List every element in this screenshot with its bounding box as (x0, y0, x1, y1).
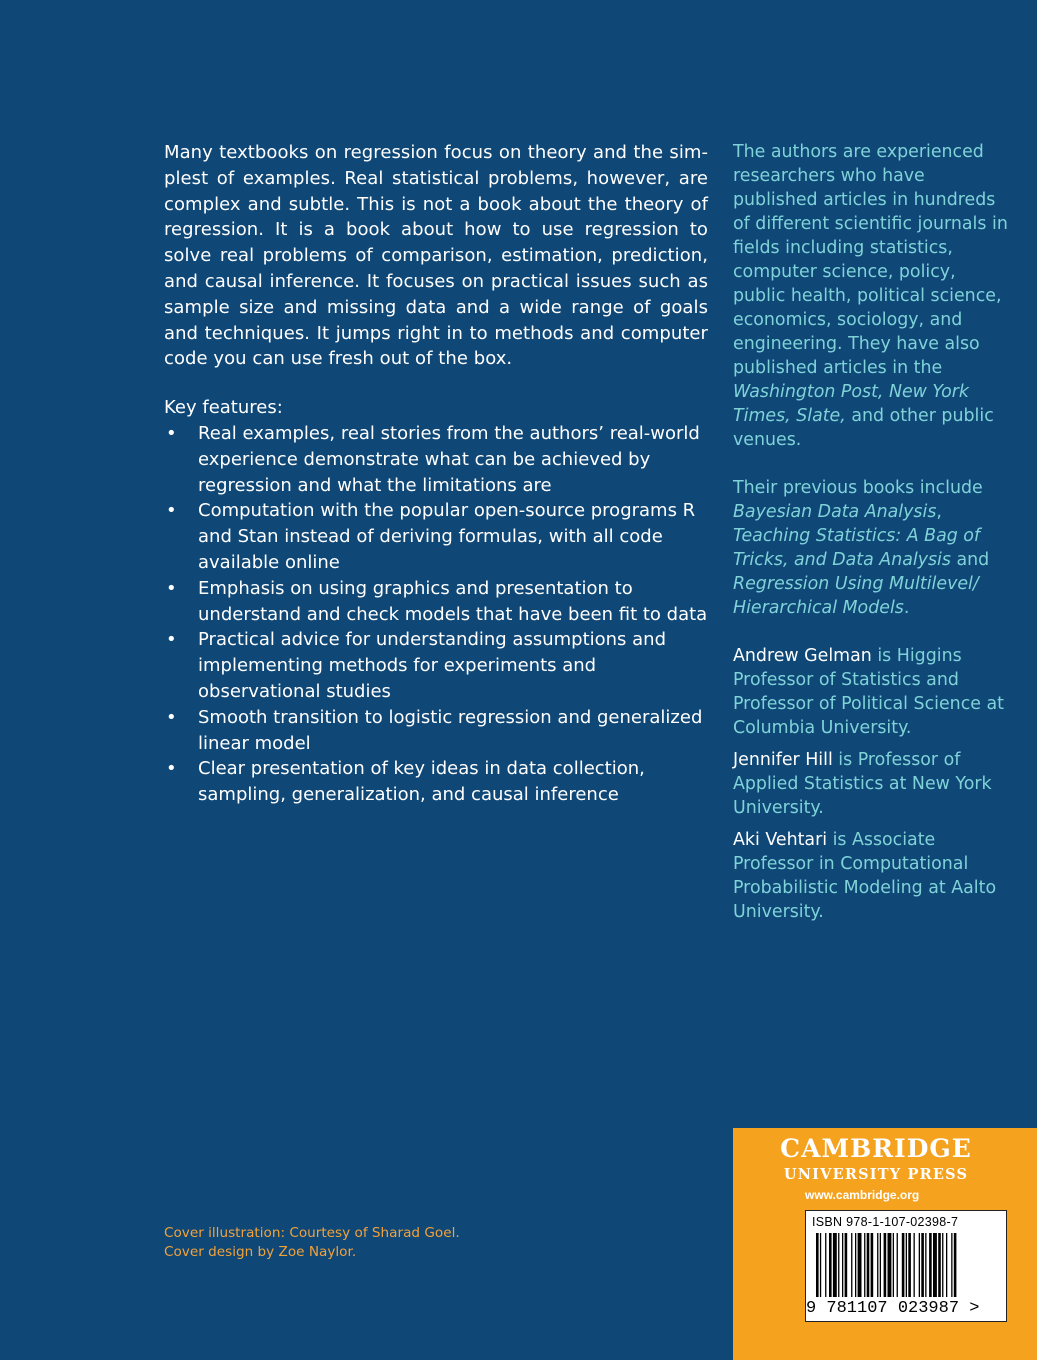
barcode-bar (888, 1233, 892, 1297)
barcode-bar (884, 1233, 887, 1297)
barcode-bar (914, 1233, 915, 1297)
barcode-bar (954, 1233, 957, 1297)
barcode-bar (871, 1233, 874, 1297)
barcode-bar (951, 1233, 952, 1297)
cover-credits (164, 1224, 460, 1262)
barcode-bar (880, 1233, 881, 1297)
author-bio: Andrew Gelman is Higgins Professor of Statistics and Professor of Political Science at Columbia University. (733, 646, 1004, 738)
barcode-bar (858, 1233, 862, 1297)
barcode-bar (842, 1233, 843, 1297)
left-column (164, 140, 708, 808)
right-column (733, 140, 1008, 924)
feature-item: • Real examples, real stories from the authors’ real-world experience demonstrate what can be achieved by regression and what the limitations are (164, 421, 708, 498)
barcode-bar (902, 1233, 905, 1297)
publisher-logo-sub: UNIVERSITY PRESS (783, 1166, 969, 1183)
barcode-bar (921, 1233, 924, 1297)
feature-item: • Emphasis on using graphics and presentation to understand and check models that have been fit to data (164, 576, 708, 628)
barcode-bar (820, 1233, 821, 1297)
barcode-bars (812, 1233, 1000, 1299)
barcode-bar (825, 1233, 826, 1297)
book-title: Bayesian Data Analysis (733, 502, 937, 522)
illustration-credit: Cover illustration: Courtesy of Sharad Goel. (164, 1225, 460, 1241)
author-name: Aki Vehtari (733, 830, 828, 850)
venues-italic: Washington Post, New York Times, Slate, (733, 382, 969, 426)
barcode-bar (942, 1233, 943, 1297)
feature-item: • Clear presentation of key ideas in data collection, sampling, generalization, and causal inference (164, 756, 708, 808)
barcode-bar (919, 1233, 920, 1297)
isbn-label: ISBN 978-1-107-02398-7 (812, 1215, 959, 1229)
barcode-bar (864, 1233, 865, 1297)
book-title: Teaching Statistics: A Bag of Tricks, and Data Analysis (733, 526, 981, 570)
barcode-bar (838, 1233, 839, 1297)
design-credit: Cover design by Zoe Naylor. (164, 1244, 357, 1260)
feature-item: • Computation with the popular open-source programs R and Stan instead of deriving formulas, with all code available online (164, 498, 708, 575)
barcode-bar (929, 1233, 932, 1297)
previous-books: Their previous books include Bayesian Data Analysis, Teaching Statistics: A Bag of Tricks, and Data Analysis and Regression Using Multilevel/ Hierarchical Models. (733, 478, 990, 618)
feature-item: • Practical advice for understanding assumptions and implementing methods for experiments and observational studies (164, 627, 708, 704)
barcode-bar (946, 1233, 947, 1297)
barcode-bar (908, 1233, 911, 1297)
barcode-digits: 9 781107 023987 > (806, 1299, 980, 1318)
authors-blurb: The authors are experienced researchers who have published articles in hundreds of different scientific journals in fields including statistics, computer science, policy, public health, political science, economics, sociology, and engineering. They have also published articles in the Washington Post, New York Times, Slate, and other public venues. (733, 142, 1008, 450)
publisher-url: www.cambridge.org (805, 1188, 920, 1202)
intro-paragraph: Many textbooks on regression focus on theory and the simplest of examples. Real statistical problems, however, are complex and subtle. This is not a book about the theory of regression. It is a book about how to use regression to solve real problems of comparison, estimation, prediction, and causal inference. It focuses on practical issues such as sample size and missing data and a wide range of goals and techniques. It jumps right in to methods and computer code you can use fresh out of the box. (164, 142, 708, 370)
feature-item: • Smooth transition to logistic regression and generalized linear model (164, 705, 708, 757)
barcode-bar (816, 1233, 819, 1297)
key-features-list (164, 421, 708, 808)
publisher-logo-name: CAMBRIDGE (780, 1134, 972, 1163)
barcode-bar (938, 1233, 941, 1297)
author-bio: Aki Vehtari is Associate Professor in Computational Probabilistic Modeling at Aalto University. (733, 830, 997, 922)
author-name: Andrew Gelman (733, 646, 872, 666)
barcode-bar (906, 1233, 907, 1297)
barcode-bar (897, 1233, 898, 1297)
barcode-bar (933, 1233, 937, 1297)
author-name: Jennifer Hill (733, 750, 833, 770)
publisher-block (733, 1128, 1037, 1360)
barcode-bar (833, 1233, 837, 1297)
barcode-bar (851, 1233, 852, 1297)
barcode-bar (845, 1233, 848, 1297)
barcode-bar (829, 1233, 832, 1297)
barcode-bar (867, 1233, 870, 1297)
barcode-bar (855, 1233, 856, 1297)
book-title: Regression Using Multilevel/ Hierarchical Models (733, 574, 979, 618)
author-bio: Jennifer Hill is Professor of Applied Statistics at New York University. (733, 750, 992, 818)
barcode-bar (893, 1233, 894, 1297)
key-features-heading: Key features: (164, 397, 283, 419)
barcode-bar (925, 1233, 926, 1297)
isbn-barcode (805, 1210, 1007, 1322)
barcode-bar (877, 1233, 878, 1297)
